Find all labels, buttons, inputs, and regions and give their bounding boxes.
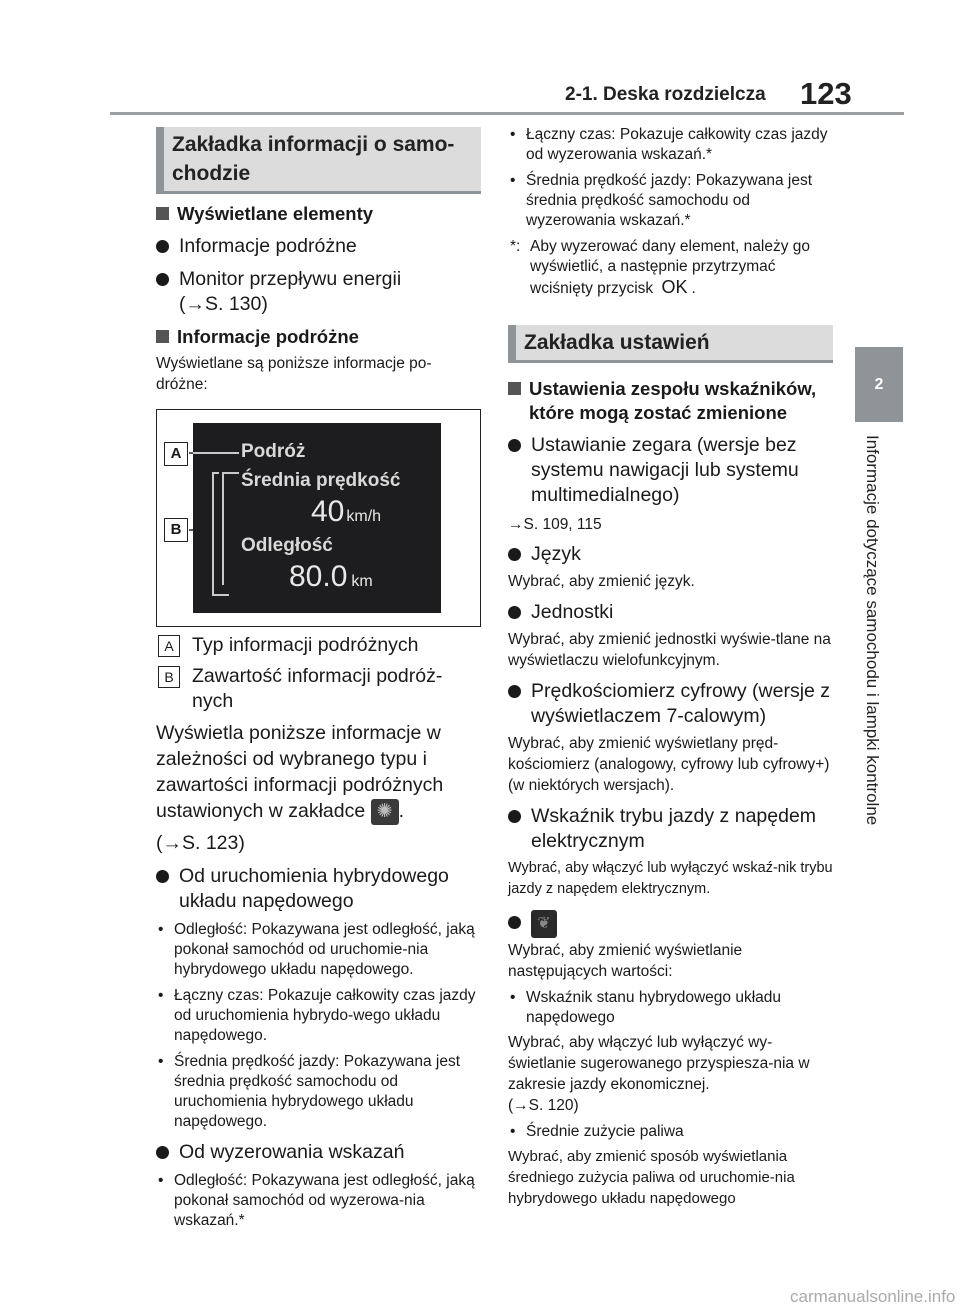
subheading-trip-info [156,325,481,349]
paragraph-language: Wybrać, aby zmienić język. [508,573,695,590]
list-item-text: Odległość: Pokazywana jest odległość, jaką pokonał samochód od uruchomie-nia hybrydowego układu napędowego. [174,920,475,978]
bullet-text: Monitor przepływu energii [179,268,402,290]
list-item [156,920,481,980]
footnote-text: Aby wyzerować dany element, należy go wyświetlić, a następnie przytrzymać wciśnięty przycisk [530,238,811,297]
screen-trip-title: Podróż [241,441,306,462]
chapter-title: Informacje dotyczące samochodu i lampki kontrolne [863,435,882,826]
ok-button-icon: OK [661,277,688,297]
display-screen [193,423,441,613]
list-bullet: • [158,920,164,938]
bullet-energy-monitor [156,267,481,317]
header-rule [110,112,904,115]
paragraph-eco: Wybrać, aby zmienić wyświetlanie następujących wartości: [508,942,743,980]
list-item [508,1122,833,1142]
paragraph-fuel: Wybrać, aby zmienić sposób wyświetlania średniego zużycia paliwa od uruchomie-nia hybrydowego układu napędowego [508,1148,795,1207]
subheading-meter-settings [508,377,833,425]
bullet-clock-setting [508,433,833,508]
subheading-text: Wyświetlane elementy [177,203,374,224]
bullet-dot-icon [156,273,169,286]
bullet-trip-info [156,234,481,259]
bullet-dot-icon [508,685,521,698]
paragraph-trip-info-intro: Wyświetlane są poniższe informacje po-dróżne: [156,355,432,393]
paragraph-eco-acceleration: Wybrać, aby włączyć lub wyłączyć wy-świetlanie sugerowanego przyspiesza-nia w zakresie jazdy ekonomicznej. [508,1034,810,1093]
speed-value: 40 [311,495,345,528]
bullet-dot-icon [508,810,521,823]
footnote [508,237,833,299]
trip-info-figure [156,409,481,627]
list-bullet: • [158,1171,164,1189]
list-bullet: • [510,172,516,189]
list-bullet: • [158,1052,164,1070]
bullet-ev-indicator [508,804,833,854]
bullet-dot-icon [156,870,169,883]
list-item-text: Wskaźnik stanu hybrydowego układu napędowego [526,989,782,1026]
header-title: 2-1. Deska rozdzielcza [565,84,766,105]
bullet-text: Język [531,543,581,565]
settings-gear-icon: ✺ [371,799,399,825]
list-item-text: Łączny czas: Pokazuje całkowity czas jazdy od wyzerowania wskazań.* [526,126,828,163]
bullet-units [508,600,833,625]
bullet-dot-icon [508,548,521,561]
list-item-text: Średnie zużycie paliwa [526,1123,684,1140]
square-bullet-icon [156,207,169,220]
list-item [508,171,833,231]
page-reference: →S. 109, 115 [508,516,602,533]
subheading-displayed-items [156,202,481,226]
bullet-since-reset [156,1140,481,1165]
list-item-text: Łączny czas: Pokazuje całkowity czas jazdy od uruchomienia hybrydo-wego układu napędowego. [174,986,476,1044]
bullet-language [508,542,833,567]
paragraph-digital-speedometer: Wybrać, aby zmienić wyświetlany pręd-kościomierz (analogowy, cyfrowy lub cyfrowy+) (w niektórych wersjach). [508,735,830,794]
bullet-digital-speedometer [508,679,833,729]
list-item-text: Średnia prędkość jazdy: Pokazywana jest średnia prędkość samochodu od wyzerowania wskazań.* [526,172,813,229]
list-bullet: • [510,1123,516,1140]
page-number: 123 [800,76,852,111]
screen-distance-readout [289,560,373,594]
bullet-eco-icon [508,910,833,938]
page-reference: (→S. 120) [508,1097,579,1114]
footnote-mark: *: [510,238,521,255]
legend-text: Zawartość informacji podróż-nych [192,665,443,712]
square-bullet-icon [156,330,169,343]
bullet-dot-icon [156,1146,169,1159]
legend-label-b: B [158,666,180,688]
bullet-text: Informacje podróżne [179,235,357,257]
bullet-dot-icon [508,439,521,452]
legend-text: Typ informacji podróżnych [192,634,419,656]
legend-b [156,664,481,714]
section-settings-tab: Zakładka ustawień [508,325,833,363]
list-bullet: • [510,989,516,1006]
page-reference: (→S. 130) [179,293,268,315]
list-bullet: • [158,986,164,1004]
right-column [508,125,833,1209]
bullet-text: Od wyzerowania wskazań [179,1140,405,1163]
speed-unit: km/h [346,508,382,525]
bullet-text: Od uruchomienia hybrydowego układu napędowego [179,864,449,912]
list-item [156,1052,481,1132]
subheading-text: Ustawienia zespołu wskaźników, które mogą zostać zmienione [529,378,817,423]
bullet-text: Prędkościomierz cyfrowy (wersje z wyświetlaczem 7-calowym) [531,680,831,727]
bullet-dot-icon [156,240,169,253]
footnote-end: . [691,280,696,297]
bullet-text: Wskaźnik trybu jazdy z napędem elektrycznym [531,805,817,852]
distance-unit: km [351,573,373,590]
paragraph-units: Wybrać, aby zmienić jednostki wyświe-tlane na wyświetlaczu wielofunkcyjnym. [508,631,831,669]
list-item [508,988,833,1028]
figure-label-b: B [164,518,188,542]
chapter-tab[interactable]: 2 [855,347,903,422]
paragraph-display-depends [156,720,481,825]
list-item-text: Średnia prędkość jazdy: Pokazywana jest średnia prędkość samochodu od uruchomienia hybrydowego układu napędowego. [174,1052,461,1130]
paragraph-end: . [398,800,405,822]
bullet-text: Ustawianie zegara (wersje bez systemu nawigacji lub systemu multimedialnego) [531,434,799,506]
bullet-dot-icon [508,916,521,929]
paragraph-text: Wyświetla poniższe informacje w zależności od wybranego typu i zawartości informacji podróżnych ustawionych w zakładce [156,722,444,822]
screen-distance-label: Odległość [241,535,333,556]
list-bullet: • [510,126,516,143]
list-item-text: Odległość: Pokazywana jest odległość, jaką pokonał samochód od wyzerowa-nia wskazań.* [174,1171,475,1229]
left-column [156,127,481,1231]
legend-label-a: A [158,635,180,657]
watermark-text: carmanualsonline.info [790,1287,956,1306]
paragraph-ev-indicator: Wybrać, aby włączyć lub wyłączyć wskaź-nik trybu jazdy z napędem elektrycznym. [508,860,833,897]
bullet-since-start [156,864,481,914]
legend-a [156,633,481,658]
list-item [156,986,481,1046]
list-item [156,1171,481,1231]
list-item [508,125,833,165]
bullet-text: Jednostki [531,601,614,623]
screen-speed-readout [311,495,381,529]
page-reference: (→S. 123) [156,831,245,854]
subheading-text: Informacje podróżne [177,326,359,347]
bullet-dot-icon [508,606,521,619]
section-vehicle-info-tab: Zakładka informacji o samo-chodzie [156,127,481,194]
distance-value: 80.0 [289,560,348,593]
eco-leaf-icon: ❦ [531,910,557,938]
screen-avg-speed-label: Średnia prędkość [241,470,401,491]
square-bullet-icon [508,382,521,395]
figure-label-a: A [164,442,188,466]
